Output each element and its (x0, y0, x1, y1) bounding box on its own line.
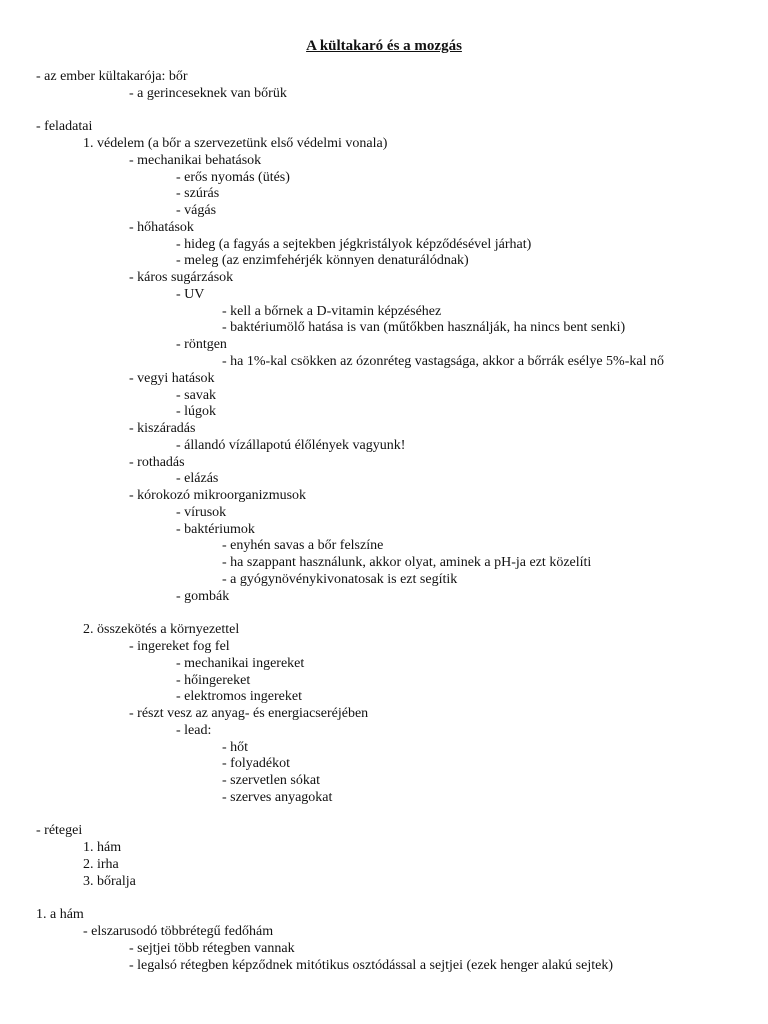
text-line: - UV (176, 286, 205, 302)
text-line: - enyhén savas a bőr felszíne (222, 538, 384, 554)
text-line: - vegyi hatások (129, 370, 215, 386)
text-line: - szerves anyagokat (222, 789, 333, 805)
text-line: 1. védelem (a bőr a szervezetünk első védelmi vonala) (83, 136, 388, 152)
text-line: - röntgen (176, 337, 227, 353)
text-line: - elszarusodó többrétegű fedőhám (83, 924, 274, 940)
text-line: - részt vesz az anyag- és energiacseréjében (129, 706, 369, 722)
text-line: - állandó vízállapotú élőlények vagyunk! (176, 437, 406, 453)
text-line: - rothadás (129, 454, 185, 470)
page-title: A kültakaró és a mozgás (306, 38, 462, 54)
text-line: - vágás (176, 203, 217, 219)
text-line: - baktériumölő hatása is van (műtőkben használják, ha nincs bent senki) (222, 320, 626, 336)
text-line: - mechanikai behatások (129, 152, 262, 168)
text-line: - mechanikai ingereket (176, 655, 305, 671)
text-line: - meleg (az enzimfehérjék könnyen denaturálódnak) (176, 253, 469, 269)
text-line: - vírusok (176, 504, 227, 520)
text-line: - hőingereket (176, 672, 251, 688)
text-line: - rétegei (36, 823, 83, 839)
text-line: - kell a bőrnek a D-vitamin képzéséhez (222, 303, 442, 319)
text-line: - az ember kültakarója: bőr (36, 69, 188, 84)
text-line: 3. bőralja (83, 873, 136, 889)
text-line: - lúgok (176, 404, 217, 420)
text-line: - a gyógynövénykivonatosak is ezt segítik (222, 571, 458, 587)
text-line: - szervetlen sókat (222, 773, 320, 789)
text-line: - ingereket fog fel (129, 639, 230, 655)
text-line: - szúrás (176, 186, 220, 202)
blank-line (0, 807, 768, 824)
outline-body (0, 69, 768, 974)
text-line: 2. összekötés a környezettel (83, 622, 240, 638)
text-line: - ha 1%-kal csökken az ózonréteg vastagsága, akkor a bőrrák esélye 5%-kal nő (222, 354, 664, 370)
text-line: - folyadékot (222, 756, 291, 772)
text-line: - ha szappant használunk, akkor olyat, aminek a pH-ja ezt közelíti (222, 555, 592, 571)
text-line: - hideg (a fagyás a sejtekben jégkristályok képződésével járhat) (176, 236, 532, 252)
blank-line (0, 103, 768, 120)
text-line: - kórokozó mikroorganizmusok (129, 488, 307, 504)
text-line: 2. irha (83, 856, 119, 872)
blank-line (0, 891, 768, 908)
text-line: - káros sugárzások (129, 270, 234, 286)
text-line: - elektromos ingereket (176, 689, 302, 705)
blank-line (0, 606, 768, 623)
text-line: - baktériumok (176, 521, 255, 537)
text-line: - sejtjei több rétegben vannak (129, 940, 295, 956)
text-line: - legalsó rétegben képződnek mitótikus osztódással a sejtjei (ezek henger alakú sejtek) (129, 957, 613, 973)
text-line: - hőt (222, 739, 249, 755)
text-line: 1. a hám (36, 907, 84, 923)
text-line: - hőhatások (129, 219, 194, 235)
text-line: - savak (176, 387, 217, 403)
text-line: - feladatai (36, 119, 93, 135)
text-line: - elázás (176, 471, 219, 487)
text-line: - kiszáradás (129, 421, 196, 437)
text-line: 1. hám (83, 840, 122, 856)
text-line: - gombák (176, 588, 230, 604)
text-line: - erős nyomás (ütés) (176, 169, 290, 185)
text-line: - a gerinceseknek van bőrük (129, 85, 287, 101)
text-line: - lead: (176, 722, 212, 738)
